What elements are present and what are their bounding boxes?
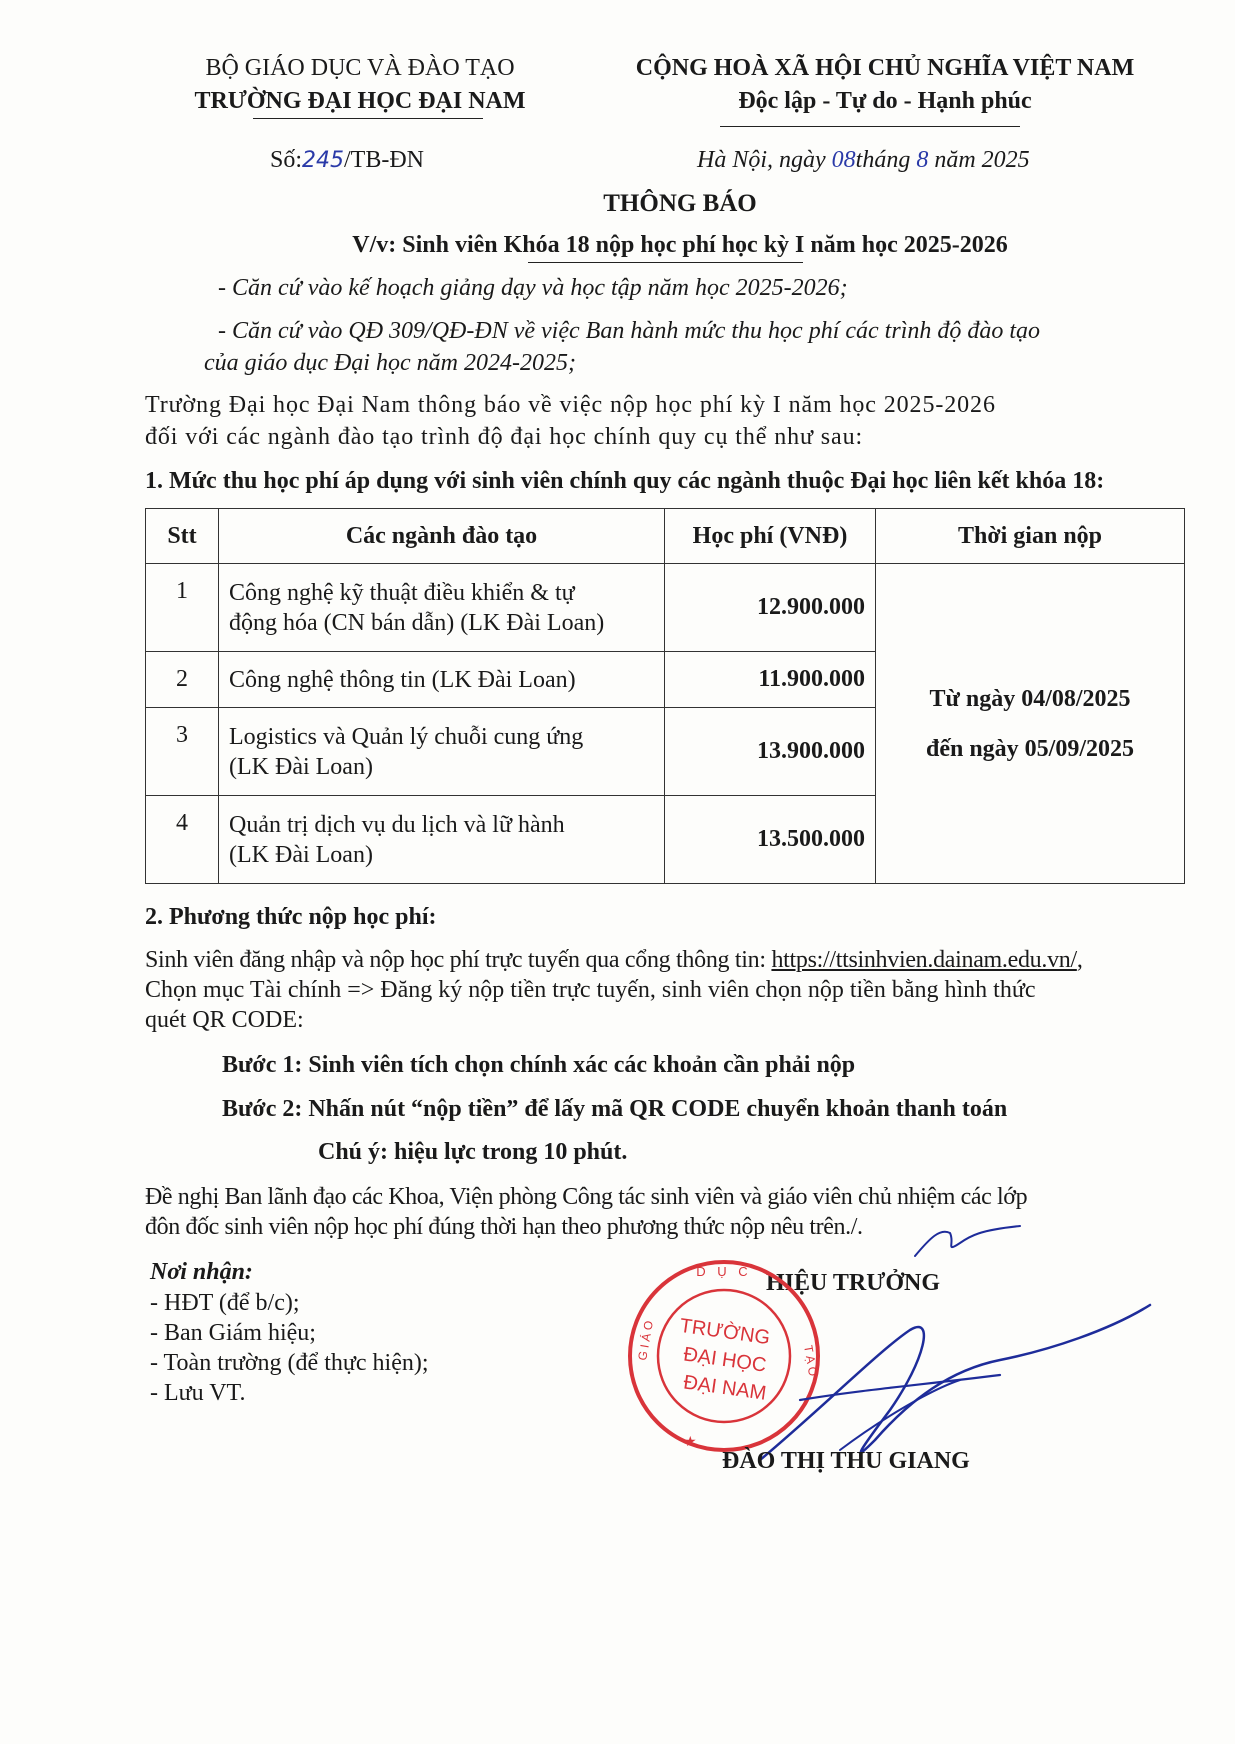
svg-text:T Ạ O: T Ạ O: [801, 1344, 821, 1378]
program-line: (LK Đài Loan): [229, 753, 373, 780]
date-day: 08: [831, 147, 856, 173]
notice-subject: V/v: Sinh viên Khóa 18 nộp học phí học kỳ I năm học 2025-2026: [352, 232, 1008, 258]
row-program: [219, 708, 665, 796]
recipient-item: - Lưu VT.: [150, 1380, 246, 1406]
basis-line-3: của giáo dục Đại học năm 2024-2025;: [204, 350, 576, 376]
fee-table: [145, 508, 1185, 884]
date-year: năm 2025: [934, 147, 1030, 173]
date-prefix: Hà Nội, ngày: [697, 147, 826, 173]
table-header-row: [146, 509, 1185, 564]
row-fee: 12.900.000: [665, 564, 876, 652]
stamp-line-3: ĐẠI NAM: [682, 1371, 768, 1405]
motto: Độc lập - Tự do - Hạnh phúc: [738, 88, 1032, 114]
intro-line-1: Trường Đại học Đại Nam thông báo về việc nộp học phí kỳ I năm học 2025-2026: [145, 392, 996, 418]
basis-line-2: - Căn cứ vào QĐ 309/QĐ-ĐN về việc Ban hành mức thu học phí các trình độ đào tạo: [218, 318, 1041, 344]
row-fee: 11.900.000: [665, 652, 876, 708]
step-2: Bước 2: Nhấn nút “nộp tiền” để lấy mã QR CODE chuyển khoản thanh toán: [222, 1096, 1008, 1122]
payment-period: [876, 564, 1185, 884]
motto-underline: [720, 126, 1020, 127]
program-line: Công nghệ kỹ thuật điều khiển & tự: [229, 579, 575, 606]
closing-line-1: Đề nghị Ban lãnh đạo các Khoa, Viện phòng Công tác sinh viên và giáo viên chủ nhiệm các lớp: [145, 1184, 1028, 1210]
portal-link[interactable]: https://ttsinhvien.dainam.edu.vn/: [771, 947, 1077, 973]
svg-text:D Ụ C: D Ụ C: [696, 1264, 752, 1279]
section-1-title: 1. Mức thu học phí áp dụng với sinh viên chính quy các ngành thuộc Đại học liên kết khóa 18:: [145, 468, 1105, 494]
date-month: 8: [916, 147, 929, 173]
svg-text:★: ★: [684, 1434, 697, 1450]
number-suffix: /TB-ĐN: [344, 147, 425, 173]
stamp-line-2: ĐẠI HỌC: [682, 1343, 768, 1377]
basis-line-1: - Căn cứ vào kế hoạch giảng dạy và học tập năm học 2025-2026;: [218, 275, 848, 301]
step-note: Chú ý: hiệu lực trong 10 phút.: [318, 1139, 628, 1165]
recipient-item: - Toàn trường (để thực hiện);: [150, 1350, 429, 1376]
method-text: Sinh viên đăng nhập và nộp học phí trực tuyến qua cổng thông tin:: [145, 947, 772, 973]
method-comma: ,: [1076, 947, 1083, 973]
subject-underline: [528, 262, 803, 263]
header-time: Thời gian nộp: [876, 509, 1185, 564]
period-end: đến ngày 05/09/2025: [925, 735, 1135, 762]
row-stt: 2: [146, 652, 219, 708]
row-fee: 13.900.000: [665, 708, 876, 796]
section-2-title: 2. Phương thức nộp học phí:: [145, 904, 437, 930]
date-month-label: tháng: [855, 147, 911, 173]
document-date: [697, 147, 1030, 174]
program-line: Quản trị dịch vụ du lịch và lữ hành: [229, 811, 565, 838]
school-underline: [253, 118, 483, 119]
method-line-1: [145, 947, 1083, 974]
header-fee: Học phí (VNĐ): [665, 509, 876, 564]
row-fee: 13.500.000: [665, 796, 876, 884]
table-row: [146, 564, 1185, 652]
number-prefix: Số:: [270, 147, 303, 173]
header-left: [150, 52, 570, 118]
recipient-item: - Ban Giám hiệu;: [150, 1320, 316, 1346]
program-line: động hóa (CN bán dẫn) (LK Đài Loan): [229, 609, 605, 636]
recipients: [150, 1256, 429, 1408]
recipients-title: Nơi nhận:: [150, 1259, 253, 1285]
school-name: TRƯỜNG ĐẠI HỌC ĐẠI NAM: [194, 88, 526, 114]
signer-name: ĐÀO THỊ THU GIANG: [722, 1448, 970, 1474]
method-line-2: Chọn mục Tài chính => Đăng ký nộp tiền trực tuyến, sinh viên chọn nộp tiền bằng hình thức: [145, 977, 1036, 1003]
intro-line-2: đối với các ngành đào tạo trình độ đại học chính quy cụ thể như sau:: [145, 424, 864, 450]
row-stt: 3: [146, 708, 219, 796]
step-1: Bước 1: Sinh viên tích chọn chính xác các khoản cần phải nộp: [222, 1052, 856, 1078]
header-right: [595, 52, 1175, 118]
program-line: Công nghệ thông tin (LK Đài Loan): [229, 666, 576, 693]
program-line: (LK Đài Loan): [229, 841, 373, 868]
signer-position: HIỆU TRƯỞNG: [766, 1270, 941, 1296]
row-stt: 1: [146, 564, 219, 652]
notice-title: THÔNG BÁO: [603, 190, 757, 217]
recipient-item: - HĐT (để b/c);: [150, 1290, 300, 1316]
svg-text:G I Á O: G I Á O: [635, 1319, 656, 1362]
ministry-name: BỘ GIÁO DỤC VÀ ĐÀO TẠO: [205, 55, 515, 81]
closing-line-2: đôn đốc sinh viên nộp học phí đúng thời hạn theo phương thức nộp nêu trên./.: [145, 1214, 863, 1240]
number-handwritten: 245: [302, 148, 345, 173]
period-start: Từ ngày 04/08/2025: [929, 685, 1131, 712]
row-program: [219, 652, 665, 708]
header-stt: Stt: [146, 509, 219, 564]
row-program: [219, 796, 665, 884]
program-line: Logistics và Quản lý chuỗi cung ứng: [229, 723, 584, 750]
republic-name: CỘNG HOÀ XÃ HỘI CHỦ NGHĨA VIỆT NAM: [635, 55, 1135, 81]
row-stt: 4: [146, 796, 219, 884]
stamp-line-1: TRƯỜNG: [678, 1314, 772, 1350]
header-program: Các ngành đào tạo: [219, 509, 665, 564]
method-line-3: quét QR CODE:: [145, 1007, 304, 1033]
document-number: [270, 147, 424, 174]
row-program: [219, 564, 665, 652]
initial-scribble: [910, 1218, 1030, 1268]
